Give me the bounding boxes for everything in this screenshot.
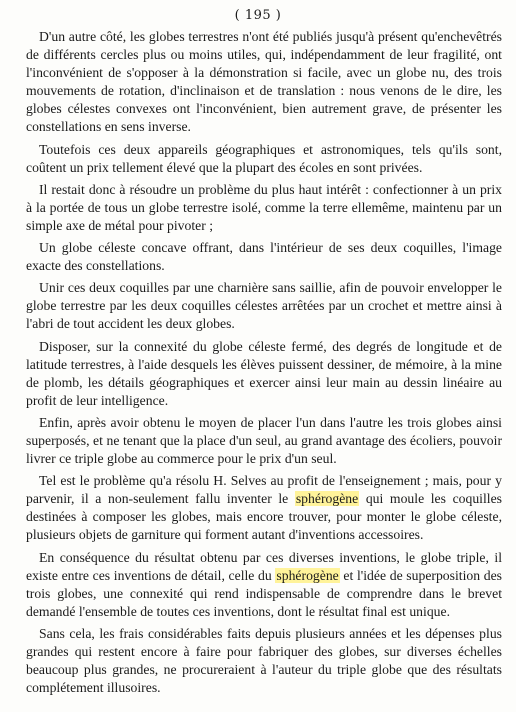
paragraph	[26, 549, 502, 621]
paragraph: Sans cela, les frais considérables faits depuis plusieurs années et les dépenses plus grandes qui restent encore à faire pour fabriquer des globes, sur diverses échelles beaucoup plus grandes, ne procureraient à l'auteur du triple globe que des résultats complétement illusoires.	[26, 625, 502, 696]
paragraph: Disposer, sur la connexité du globe céleste fermé, des degrés de longitude et de latitude terrestres, à l'aide desquels les élèves puissent dessiner, de mémoire, à la mine de plomb, les détails géographiques et exercer ainsi leur main au dessin linéaire au profit de leur intelligence.	[26, 338, 502, 408]
paragraph: Un globe céleste concave offrant, dans l'intérieur de ses deux coquilles, l'image exacte des constellations.	[26, 240, 502, 274]
paragraph: Unir ces deux coquilles par une charnière sans saillie, afin de pouvoir envelopper le globe terrestre par les deux coquilles célestes arrêtées par un crochet et mettre ainsi à l'abri de tout accident les deux globes.	[26, 280, 502, 332]
paragraph-text: qui moule les coquilles destinées à composer les globes, mais encore trouver, pour monter le globe céleste, plusieurs objets de garniture qui forment autant d'inventions accessoires.	[26, 491, 502, 543]
highlighted-term: sphérogène	[295, 491, 359, 507]
paragraph-text: Tel est le problème qu'a résolu H. Selves au profit de l'enseignement ; mais, pour y parvenir, il a non-seulement fallu inventer le	[26, 473, 502, 507]
paragraph: D'un autre côté, les globes terrestres n'ont été publiés jusqu'à présent qu'enchevêtrés de différents cercles plus ou moins utiles, qui, indépendamment de leur fragilité, ont l'inconvénient de s'opposer à la démonstration si facile, avec un globe nu, des trois mouvements de rotation, d'inclinaison et de translation : nous venons de le dire, les globes célestes convexes ont l'inconvénient, bien autrement grave, de présenter les constellations en sens inverse.	[26, 29, 502, 135]
page-number: ( 195 )	[234, 8, 282, 23]
paragraph: Enfin, après avoir obtenu le moyen de placer l'un dans l'autre les trois globes ainsi superposés, et ne tenant que la place d'un seul, au grand avantage des écoliers, pouvoir livrer ce triple globe au commerce pour le prix d'un seul.	[26, 414, 502, 467]
paragraph-text: et l'idée de superposition des trois globes, une connexité qui rend indispensable de comprendre dans le brevet demandé l'ensemble de toutes ces inventions, dont le résultat final est unique.	[26, 567, 502, 619]
body-text	[26, 28, 502, 701]
paragraph: Toutefois ces deux appareils géographiques et astronomiques, tels qu'ils sont, coûtent un prix tellement élevé que la plupart des écoles en sont privées.	[26, 141, 502, 175]
highlighted-term: sphérogène	[276, 567, 339, 583]
paragraph-text: En conséquence du résultat obtenu par ces diverses inventions, le globe triple, il existe entre ces inventions de détail, celle du	[26, 549, 502, 583]
paragraph	[26, 472, 502, 544]
paragraph: Il restait donc à résoudre un problème du plus haut intérêt : confectionner à un prix à la portée de tous un globe terrestre isolé, comme la terre ellemême, maintenu par un simple axe de métal pour pivoter ;	[26, 181, 502, 233]
